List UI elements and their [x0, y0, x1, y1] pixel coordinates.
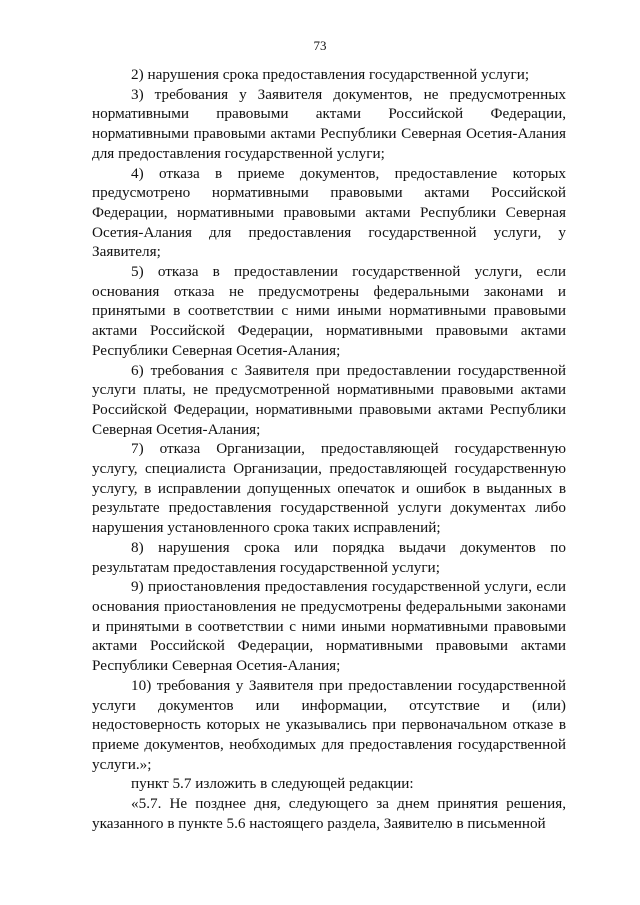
- paragraph-item-5: 5) отказа в предоставлении государственной услуги, если основания отказа не предусмотрены федеральными законами и принятыми в соответствии с ними иными нормативными правовыми актами Российской Федерации, нормативными правовыми актами Республики Северная Осетия-Алания;: [92, 263, 566, 359]
- paragraph-amendment-instruction: пункт 5.7 изложить в следующей редакции:: [131, 775, 414, 793]
- paragraph-item-8: 8) нарушения срока или порядка выдачи документов по результатам предоставления государственной услуги;: [92, 538, 566, 576]
- paragraph-clause-5-7: «5.7. Не позднее дня, следующего за днем принятия решения, указанного в пункте 5.6 настоящего раздела, Заявителю в письменной: [92, 795, 566, 832]
- document-body: [92, 65, 566, 833]
- paragraph-item-10: 10) требования у Заявителя при предоставлении государственной услуги документов или информации, отсутствие и (или) недостоверность которых не указывались при первоначальном отказе в приеме документов, необходимых для предоставления государственной услуги.»;: [92, 676, 566, 773]
- paragraph-item-7: 7) отказа Организации, предоставляющей государственную услугу, специалиста Организации, предоставляющей государственную услугу, в исправлении допущенных опечаток и ошибок в выданных в результате предоставления государственной услуги документах либо нарушения установленного срока таких исправлений;: [92, 440, 566, 537]
- paragraph-item-6: 6) требования с Заявителя при предоставлении государственной услуги платы, не предусмотренной нормативными правовыми актами Российской Федерации, нормативными правовыми актами Республики Северная Осетия-Алания;: [92, 361, 566, 438]
- paragraph-item-2: 2) нарушения срока предоставления государственной услуги;: [131, 66, 530, 83]
- paragraph-item-4: 4) отказа в приеме документов, предоставление которых предусмотрено нормативными правовыми актами Российской Федерации, нормативными правовыми актами Республики Северная Осетия-Алания для предоставления государственной услуги, у Заявителя;: [92, 164, 566, 261]
- paragraph-item-3: 3) требования у Заявителя документов, не предусмотренных нормативными правовыми актами Российской Федерации, нормативными правовыми актами Республики Северная Осетия-Алания для предоставления государственной услуги;: [92, 85, 566, 162]
- paragraph-item-9: 9) приостановления предоставления государственной услуги, если основания приостановления не предусмотрены федеральными законами и принятыми в соответствии с ними иными нормативными правовыми актами Российской Федерации, нормативными правовыми актами Республики Северная Осетия-Алания;: [92, 578, 566, 675]
- page-number: 73: [313, 38, 327, 53]
